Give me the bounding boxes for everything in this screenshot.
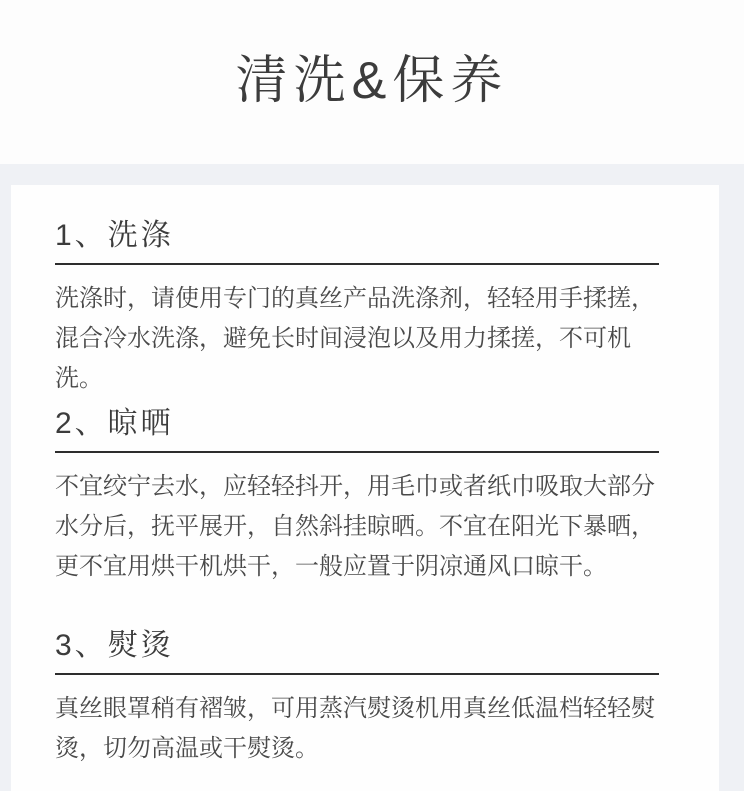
paragraph-line: 洗。 <box>55 365 103 392</box>
section-ironing <box>55 629 659 769</box>
section-washing <box>55 219 659 399</box>
heading-divider <box>55 673 659 675</box>
paragraph-line: 洗涤时，请使用专门的真丝产品洗涤剂，轻轻用手揉搓， <box>55 285 655 312</box>
page-title: 清洗&保养 <box>235 51 509 110</box>
section-drying-paragraph <box>55 467 659 587</box>
section-ironing-heading: 3、熨烫 <box>55 629 174 662</box>
section-drying <box>55 407 659 587</box>
section-washing-paragraph <box>55 279 659 399</box>
care-instructions-card <box>11 185 719 791</box>
content-background <box>0 164 744 791</box>
paragraph-line: 混合冷水洗涤，避免长时间浸泡以及用力揉搓，不可机 <box>55 325 631 352</box>
paragraph-line: 烫，切勿高温或干熨烫。 <box>55 735 319 762</box>
paragraph-line: 不宜绞宁去水，应轻轻抖开，用毛巾或者纸巾吸取大部分 <box>55 473 655 500</box>
section-washing-heading: 1、洗涤 <box>55 219 174 252</box>
section-ironing-paragraph <box>55 689 659 769</box>
heading-divider <box>55 451 659 453</box>
section-drying-heading: 2、晾晒 <box>55 407 174 440</box>
paragraph-line: 水分后，抚平展开，自然斜挂晾晒。不宜在阳光下暴晒， <box>55 513 655 540</box>
paragraph-line: 真丝眼罩稍有褶皱，可用蒸汽熨烫机用真丝低温档轻轻熨 <box>55 695 655 722</box>
paragraph-line: 更不宜用烘干机烘干，一般应置于阴凉通风口晾干。 <box>55 553 607 580</box>
heading-divider <box>55 263 659 265</box>
page-header <box>0 0 744 164</box>
